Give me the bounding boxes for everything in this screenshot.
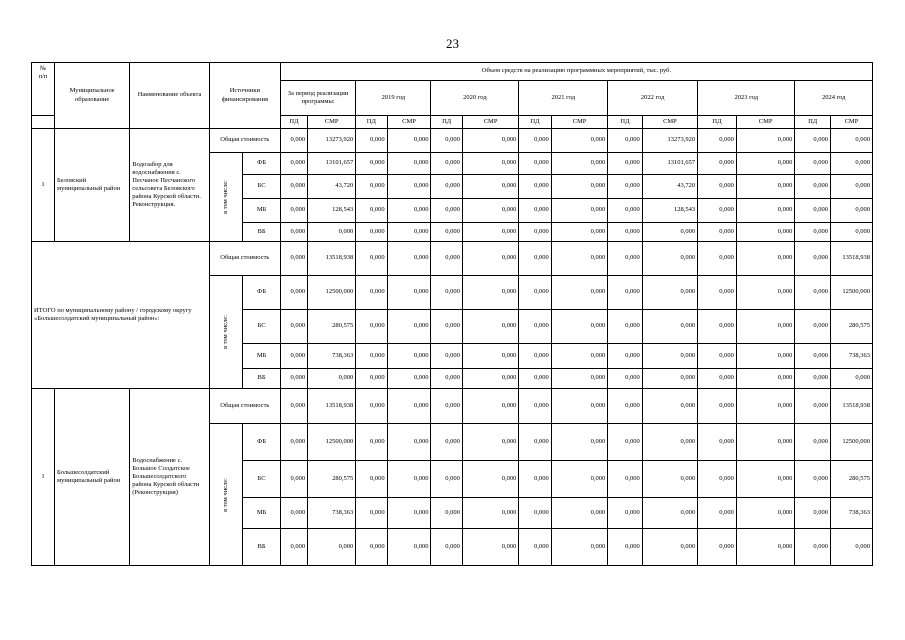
header-municipality: Муниципальное образование <box>55 63 130 129</box>
value-cell: 0,000 <box>608 389 643 424</box>
value-cell: 0,000 <box>280 242 307 276</box>
value-cell: 0,000 <box>795 276 831 310</box>
value-cell: 0,000 <box>736 344 795 369</box>
value-cell: 0,000 <box>462 424 518 461</box>
header-smr: СМР <box>642 116 697 129</box>
value-cell: 0,000 <box>462 344 518 369</box>
value-cell: 280,575 <box>308 310 356 344</box>
value-cell: 0,000 <box>795 175 831 199</box>
value-cell: 12500,000 <box>308 424 356 461</box>
value-cell: 0,000 <box>608 153 643 175</box>
value-cell: 0,000 <box>736 461 795 498</box>
value-cell: 0,000 <box>698 498 737 529</box>
value-cell: 0,000 <box>795 389 831 424</box>
value-cell: 0,000 <box>519 498 551 529</box>
value-cell: 0,000 <box>356 461 387 498</box>
value-cell: 0,000 <box>462 369 518 389</box>
source-label: ВБ <box>243 223 281 242</box>
value-cell: 0,000 <box>462 129 518 153</box>
value-cell: 0,000 <box>795 242 831 276</box>
value-cell: 0,000 <box>830 223 872 242</box>
value-cell: 0,000 <box>736 389 795 424</box>
value-cell: 0,000 <box>736 369 795 389</box>
value-cell: 0,000 <box>642 389 697 424</box>
value-cell: 128,543 <box>308 199 356 223</box>
header-smr: СМР <box>736 116 795 129</box>
source-label: ВБ <box>243 529 281 566</box>
value-cell: 0,000 <box>519 242 551 276</box>
value-cell: 0,000 <box>795 529 831 566</box>
value-cell: 0,000 <box>795 129 831 153</box>
value-cell: 0,000 <box>642 223 697 242</box>
value-cell: 0,000 <box>795 424 831 461</box>
value-cell: 0,000 <box>642 529 697 566</box>
value-cell: 0,000 <box>698 153 737 175</box>
value-cell: 0,000 <box>795 344 831 369</box>
value-cell: 0,000 <box>608 498 643 529</box>
value-cell: 0,000 <box>387 424 431 461</box>
header-year: 2020 год <box>431 81 519 116</box>
value-cell: 0,000 <box>280 276 307 310</box>
value-cell: 0,000 <box>519 175 551 199</box>
value-cell: 0,000 <box>551 529 607 566</box>
header-smr: СМР <box>308 116 356 129</box>
header-num: № п/п <box>32 63 55 116</box>
header-year: 2019 год <box>356 81 431 116</box>
value-cell: 0,000 <box>830 129 872 153</box>
value-cell: 43,720 <box>308 175 356 199</box>
value-cell: 0,000 <box>642 369 697 389</box>
value-cell: 13101,657 <box>642 153 697 175</box>
value-cell: 0,000 <box>519 153 551 175</box>
value-cell: 0,000 <box>736 175 795 199</box>
header-num-blank <box>32 116 55 129</box>
value-cell: 0,000 <box>830 153 872 175</box>
header-year: 2024 год <box>795 81 873 116</box>
value-cell: 0,000 <box>698 369 737 389</box>
value-cell: 0,000 <box>795 199 831 223</box>
value-cell: 0,000 <box>519 310 551 344</box>
value-cell: 0,000 <box>356 529 387 566</box>
value-cell: 0,000 <box>431 223 462 242</box>
value-cell: 0,000 <box>795 498 831 529</box>
object-name: Водоснабжение с. Большое Солдатское Большесолдатского района Курской области (Реконструкция) <box>130 389 209 566</box>
value-cell: 0,000 <box>736 199 795 223</box>
value-cell: 0,000 <box>280 344 307 369</box>
value-cell: 0,000 <box>642 344 697 369</box>
value-cell: 0,000 <box>356 498 387 529</box>
value-cell: 13273,920 <box>308 129 356 153</box>
value-cell: 12500,000 <box>308 276 356 310</box>
value-cell: 0,000 <box>462 242 518 276</box>
value-cell: 0,000 <box>551 242 607 276</box>
value-cell: 0,000 <box>551 223 607 242</box>
header-smr: СМР <box>462 116 518 129</box>
value-cell: 0,000 <box>387 498 431 529</box>
value-cell: 0,000 <box>608 310 643 344</box>
value-cell: 0,000 <box>551 199 607 223</box>
source-label: ФБ <box>243 424 281 461</box>
including-text: в том числе: <box>221 315 229 349</box>
municipality-name: Большесолдатский муниципальный район <box>55 389 130 566</box>
value-cell: 12500,000 <box>830 424 872 461</box>
including-text: в том числе: <box>221 180 229 214</box>
value-cell: 0,000 <box>387 129 431 153</box>
value-cell: 0,000 <box>387 461 431 498</box>
header-smr: СМР <box>830 116 872 129</box>
value-cell: 0,000 <box>608 223 643 242</box>
value-cell: 13518,938 <box>830 242 872 276</box>
value-cell: 0,000 <box>608 344 643 369</box>
value-cell: 0,000 <box>551 498 607 529</box>
value-cell: 280,575 <box>830 461 872 498</box>
value-cell: 0,000 <box>387 223 431 242</box>
total-cost-label: Общая стоимость <box>209 242 280 276</box>
value-cell: 0,000 <box>280 461 307 498</box>
value-cell: 0,000 <box>356 276 387 310</box>
header-period-total: За период реализации программы: <box>280 81 355 116</box>
value-cell: 0,000 <box>698 389 737 424</box>
financing-table <box>31 62 873 566</box>
header-sources: Источники финансирования <box>209 63 280 129</box>
header-smr: СМР <box>551 116 607 129</box>
value-cell: 0,000 <box>356 389 387 424</box>
value-cell: 0,000 <box>462 223 518 242</box>
table-row <box>32 129 873 153</box>
value-cell: 0,000 <box>736 242 795 276</box>
value-cell: 0,000 <box>698 223 737 242</box>
value-cell: 0,000 <box>431 153 462 175</box>
value-cell: 0,000 <box>698 242 737 276</box>
value-cell: 0,000 <box>356 310 387 344</box>
value-cell: 0,000 <box>280 369 307 389</box>
value-cell: 0,000 <box>519 344 551 369</box>
row-number: 1 <box>32 129 55 242</box>
value-cell: 0,000 <box>387 389 431 424</box>
value-cell: 0,000 <box>431 389 462 424</box>
value-cell: 0,000 <box>519 424 551 461</box>
value-cell: 0,000 <box>736 529 795 566</box>
value-cell: 0,000 <box>551 276 607 310</box>
value-cell: 0,000 <box>280 424 307 461</box>
value-cell: 0,000 <box>280 498 307 529</box>
value-cell: 0,000 <box>280 153 307 175</box>
total-cost-label: Общая стоимость <box>209 129 280 153</box>
value-cell: 0,000 <box>736 424 795 461</box>
value-cell: 0,000 <box>387 310 431 344</box>
source-label: МБ <box>243 498 281 529</box>
value-cell: 0,000 <box>698 129 737 153</box>
value-cell: 280,575 <box>830 310 872 344</box>
value-cell: 0,000 <box>736 223 795 242</box>
value-cell: 0,000 <box>795 153 831 175</box>
source-label: ФБ <box>243 153 281 175</box>
value-cell: 0,000 <box>608 369 643 389</box>
value-cell: 0,000 <box>698 175 737 199</box>
header-pd: ПД <box>280 116 307 129</box>
value-cell: 0,000 <box>431 369 462 389</box>
value-cell: 0,000 <box>462 153 518 175</box>
value-cell: 0,000 <box>519 461 551 498</box>
value-cell: 0,000 <box>795 461 831 498</box>
header-pd: ПД <box>356 116 387 129</box>
value-cell: 13518,938 <box>830 389 872 424</box>
value-cell: 0,000 <box>431 424 462 461</box>
value-cell: 0,000 <box>830 175 872 199</box>
value-cell: 0,000 <box>642 461 697 498</box>
value-cell: 0,000 <box>519 369 551 389</box>
value-cell: 738,363 <box>308 498 356 529</box>
value-cell: 0,000 <box>462 389 518 424</box>
value-cell: 0,000 <box>431 175 462 199</box>
source-label: МБ <box>243 344 281 369</box>
value-cell: 12500,000 <box>830 276 872 310</box>
value-cell: 0,000 <box>519 389 551 424</box>
value-cell: 0,000 <box>642 424 697 461</box>
value-cell: 0,000 <box>608 424 643 461</box>
value-cell: 0,000 <box>551 424 607 461</box>
value-cell: 13518,938 <box>308 242 356 276</box>
value-cell: 0,000 <box>551 344 607 369</box>
value-cell: 0,000 <box>431 242 462 276</box>
table-body <box>32 63 873 566</box>
value-cell: 0,000 <box>462 175 518 199</box>
value-cell: 0,000 <box>736 498 795 529</box>
value-cell: 0,000 <box>519 529 551 566</box>
value-cell: 0,000 <box>698 199 737 223</box>
value-cell: 0,000 <box>608 461 643 498</box>
value-cell: 43,720 <box>642 175 697 199</box>
value-cell: 0,000 <box>698 276 737 310</box>
header-year: 2022 год <box>608 81 698 116</box>
value-cell: 128,543 <box>642 199 697 223</box>
value-cell: 0,000 <box>736 310 795 344</box>
value-cell: 0,000 <box>356 223 387 242</box>
object-name: Водозабор для водоснабжения с. Песчаное Песчанского сельсовета Беловского района Курской области. Реконструкция. <box>130 129 209 242</box>
value-cell: 0,000 <box>519 129 551 153</box>
value-cell: 0,000 <box>462 498 518 529</box>
value-cell: 0,000 <box>462 529 518 566</box>
value-cell: 0,000 <box>356 369 387 389</box>
value-cell: 0,000 <box>356 344 387 369</box>
source-label: ВБ <box>243 369 281 389</box>
value-cell: 0,000 <box>698 344 737 369</box>
value-cell: 738,363 <box>308 344 356 369</box>
value-cell: 0,000 <box>280 199 307 223</box>
including-text: в том числе: <box>221 477 229 512</box>
value-cell: 0,000 <box>280 310 307 344</box>
value-cell: 0,000 <box>280 389 307 424</box>
value-cell: 0,000 <box>551 129 607 153</box>
value-cell: 0,000 <box>519 276 551 310</box>
value-cell: 0,000 <box>356 242 387 276</box>
value-cell: 0,000 <box>431 498 462 529</box>
header-object-name: Наименование объекта <box>130 63 209 129</box>
source-label: БС <box>243 175 281 199</box>
value-cell: 0,000 <box>356 175 387 199</box>
row-number: 1 <box>32 389 55 566</box>
value-cell: 0,000 <box>431 310 462 344</box>
source-label: БС <box>243 461 281 498</box>
value-cell: 13518,938 <box>308 389 356 424</box>
value-cell: 0,000 <box>431 199 462 223</box>
value-cell: 0,000 <box>608 276 643 310</box>
value-cell: 0,000 <box>698 424 737 461</box>
header-year: 2023 год <box>698 81 795 116</box>
value-cell: 0,000 <box>519 199 551 223</box>
value-cell: 0,000 <box>830 529 872 566</box>
value-cell: 0,000 <box>280 223 307 242</box>
value-cell: 0,000 <box>698 310 737 344</box>
value-cell: 0,000 <box>736 153 795 175</box>
value-cell: 0,000 <box>830 199 872 223</box>
municipality-name: Беловский муниципальный район <box>55 129 130 242</box>
value-cell: 0,000 <box>795 369 831 389</box>
including-label <box>209 424 242 566</box>
value-cell: 0,000 <box>431 529 462 566</box>
header-year: 2021 год <box>519 81 608 116</box>
value-cell: 0,000 <box>642 310 697 344</box>
table-row <box>32 389 873 424</box>
value-cell: 0,000 <box>431 129 462 153</box>
header-row-1 <box>32 63 873 81</box>
header-pd: ПД <box>431 116 462 129</box>
value-cell: 0,000 <box>387 242 431 276</box>
value-cell: 0,000 <box>736 276 795 310</box>
value-cell: 0,000 <box>608 529 643 566</box>
value-cell: 0,000 <box>308 369 356 389</box>
value-cell: 0,000 <box>387 175 431 199</box>
value-cell: 0,000 <box>642 498 697 529</box>
value-cell: 0,000 <box>280 529 307 566</box>
value-cell: 0,000 <box>519 223 551 242</box>
value-cell: 0,000 <box>356 129 387 153</box>
source-label: МБ <box>243 199 281 223</box>
value-cell: 0,000 <box>551 369 607 389</box>
value-cell: 0,000 <box>551 389 607 424</box>
value-cell: 0,000 <box>387 529 431 566</box>
value-cell: 0,000 <box>280 175 307 199</box>
including-label <box>209 153 242 242</box>
value-cell: 0,000 <box>387 199 431 223</box>
value-cell: 0,000 <box>387 369 431 389</box>
value-cell: 0,000 <box>308 223 356 242</box>
header-volume-title: Объем средств на реализацию программных мероприятий, тыс. руб. <box>280 63 872 81</box>
value-cell: 13273,920 <box>642 129 697 153</box>
value-cell: 0,000 <box>387 276 431 310</box>
value-cell: 280,575 <box>308 461 356 498</box>
header-smr: СМР <box>387 116 431 129</box>
value-cell: 0,000 <box>642 276 697 310</box>
value-cell: 0,000 <box>795 310 831 344</box>
value-cell: 0,000 <box>431 461 462 498</box>
header-pd: ПД <box>519 116 551 129</box>
value-cell: 13101,657 <box>308 153 356 175</box>
value-cell: 0,000 <box>356 199 387 223</box>
value-cell: 738,363 <box>830 344 872 369</box>
value-cell: 0,000 <box>431 344 462 369</box>
value-cell: 0,000 <box>698 461 737 498</box>
value-cell: 0,000 <box>551 153 607 175</box>
value-cell: 0,000 <box>356 424 387 461</box>
value-cell: 0,000 <box>280 129 307 153</box>
value-cell: 0,000 <box>356 153 387 175</box>
total-cost-label: Общая стоимость <box>209 389 280 424</box>
header-pd: ПД <box>608 116 643 129</box>
value-cell: 0,000 <box>608 199 643 223</box>
value-cell: 0,000 <box>387 344 431 369</box>
value-cell: 0,000 <box>462 461 518 498</box>
value-cell: 0,000 <box>462 199 518 223</box>
page-number: 23 <box>446 36 459 51</box>
value-cell: 0,000 <box>608 175 643 199</box>
table-row <box>32 242 873 276</box>
value-cell: 0,000 <box>642 242 697 276</box>
value-cell: 0,000 <box>551 461 607 498</box>
value-cell: 0,000 <box>431 276 462 310</box>
value-cell: 0,000 <box>308 529 356 566</box>
value-cell: 0,000 <box>387 153 431 175</box>
value-cell: 738,363 <box>830 498 872 529</box>
value-cell: 0,000 <box>736 129 795 153</box>
total-label: ИТОГО по муниципальному району / городскому округу «Большесолдатский муниципальный район»: <box>32 242 210 389</box>
value-cell: 0,000 <box>551 175 607 199</box>
value-cell: 0,000 <box>830 369 872 389</box>
value-cell: 0,000 <box>698 529 737 566</box>
header-pd: ПД <box>795 116 831 129</box>
including-label <box>209 276 242 389</box>
value-cell: 0,000 <box>795 223 831 242</box>
header-pd: ПД <box>698 116 737 129</box>
value-cell: 0,000 <box>551 310 607 344</box>
value-cell: 0,000 <box>608 129 643 153</box>
source-label: ФБ <box>243 276 281 310</box>
value-cell: 0,000 <box>462 276 518 310</box>
value-cell: 0,000 <box>608 242 643 276</box>
source-label: БС <box>243 310 281 344</box>
value-cell: 0,000 <box>462 310 518 344</box>
